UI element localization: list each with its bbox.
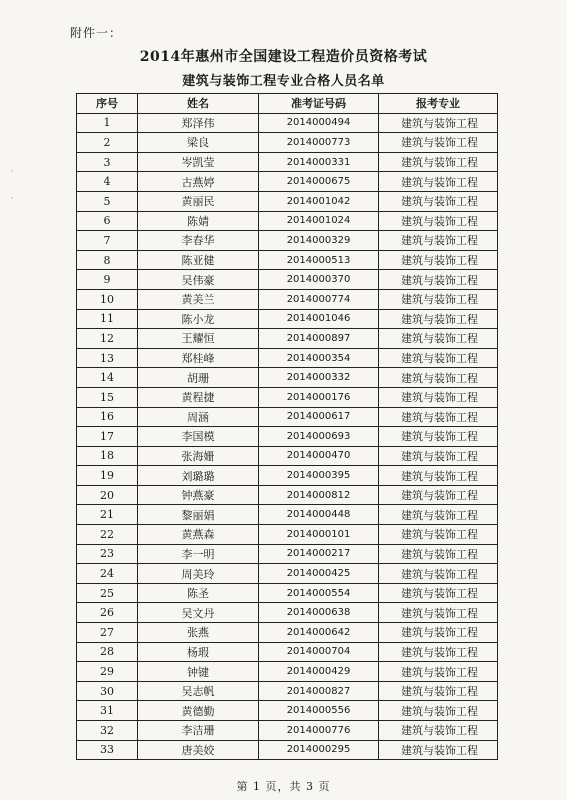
row-name: 杨瑕 <box>138 642 259 662</box>
row-exam-id: 2014000638 <box>259 603 379 623</box>
row-number: 25 <box>77 583 138 603</box>
row-name: 李一明 <box>138 544 259 564</box>
row-exam-id: 2014000776 <box>259 721 379 741</box>
row-specialty: 建筑与装饰工程 <box>379 525 498 545</box>
row-number: 9 <box>77 270 138 290</box>
table-row <box>77 642 498 662</box>
row-exam-id: 2014000217 <box>259 544 379 564</box>
table-row <box>77 231 498 251</box>
row-number: 6 <box>77 211 138 231</box>
table-row <box>77 662 498 682</box>
row-exam-id: 2014000827 <box>259 681 379 701</box>
row-specialty: 建筑与装饰工程 <box>379 368 498 388</box>
table-row <box>77 387 498 407</box>
row-exam-id: 2014000176 <box>259 387 379 407</box>
column-header-no: 序号 <box>77 94 138 114</box>
row-number: 7 <box>77 231 138 251</box>
row-number: 14 <box>77 368 138 388</box>
table-row <box>77 544 498 564</box>
table-row <box>77 250 498 270</box>
table-row <box>77 133 498 153</box>
row-number: 32 <box>77 721 138 741</box>
row-name: 郑泽伟 <box>138 113 259 133</box>
row-number: 28 <box>77 642 138 662</box>
row-name: 黄德勤 <box>138 701 259 721</box>
row-specialty: 建筑与装饰工程 <box>379 564 498 584</box>
row-specialty: 建筑与装饰工程 <box>379 172 498 192</box>
document-subtitle: 建筑与装饰工程专业合格人员名单 <box>182 74 385 89</box>
row-name: 刘璐璐 <box>138 466 259 486</box>
row-name: 黄丽民 <box>138 191 259 211</box>
row-specialty: 建筑与装饰工程 <box>379 407 498 427</box>
row-specialty: 建筑与装饰工程 <box>379 348 498 368</box>
row-number: 29 <box>77 662 138 682</box>
row-name: 古燕婷 <box>138 172 259 192</box>
table-row <box>77 270 498 290</box>
row-specialty: 建筑与装饰工程 <box>379 583 498 603</box>
row-exam-id: 2014000332 <box>259 368 379 388</box>
row-specialty: 建筑与装饰工程 <box>379 231 498 251</box>
row-name: 胡珊 <box>138 368 259 388</box>
row-exam-id: 2014000554 <box>259 583 379 603</box>
row-number: 4 <box>77 172 138 192</box>
row-number: 3 <box>77 152 138 172</box>
row-name: 黎丽娟 <box>138 505 259 525</box>
row-exam-id: 2014000331 <box>259 152 379 172</box>
row-name: 黄美兰 <box>138 289 259 309</box>
row-name: 陈婧 <box>138 211 259 231</box>
row-name: 吴伟豪 <box>138 270 259 290</box>
table-row <box>77 623 498 643</box>
table-row <box>77 289 498 309</box>
row-number: 16 <box>77 407 138 427</box>
table-row <box>77 309 498 329</box>
row-name: 周涵 <box>138 407 259 427</box>
row-name: 王耀恒 <box>138 329 259 349</box>
row-number: 15 <box>77 387 138 407</box>
row-exam-id: 2014000425 <box>259 564 379 584</box>
row-specialty: 建筑与装饰工程 <box>379 681 498 701</box>
scan-specks: ˙ ˙ <box>10 170 14 206</box>
row-number: 20 <box>77 485 138 505</box>
row-name: 吴志帆 <box>138 681 259 701</box>
row-exam-id: 2014000101 <box>259 525 379 545</box>
row-specialty: 建筑与装饰工程 <box>379 701 498 721</box>
table-row <box>77 329 498 349</box>
row-exam-id: 2014001042 <box>259 191 379 211</box>
row-number: 30 <box>77 681 138 701</box>
row-number: 12 <box>77 329 138 349</box>
row-specialty: 建筑与装饰工程 <box>379 387 498 407</box>
document-title: 2014年惠州市全国建设工程造价员资格考试 <box>139 49 428 65</box>
row-exam-id: 2014001046 <box>259 309 379 329</box>
row-specialty: 建筑与装饰工程 <box>379 133 498 153</box>
table-row <box>77 740 498 760</box>
row-name: 钟键 <box>138 662 259 682</box>
table-row <box>77 113 498 133</box>
row-exam-id: 2014000354 <box>259 348 379 368</box>
row-name: 梁良 <box>138 133 259 153</box>
row-number: 21 <box>77 505 138 525</box>
row-name: 陈圣 <box>138 583 259 603</box>
row-specialty: 建筑与装饰工程 <box>379 191 498 211</box>
attachment-label: 附件一： <box>70 26 123 40</box>
row-exam-id: 2014000642 <box>259 623 379 643</box>
row-specialty: 建筑与装饰工程 <box>379 152 498 172</box>
row-number: 22 <box>77 525 138 545</box>
row-number: 24 <box>77 564 138 584</box>
row-name: 黄程捷 <box>138 387 259 407</box>
row-exam-id: 2014000448 <box>259 505 379 525</box>
row-specialty: 建筑与装饰工程 <box>379 662 498 682</box>
row-specialty: 建筑与装饰工程 <box>379 250 498 270</box>
row-exam-id: 2014000295 <box>259 740 379 760</box>
row-specialty: 建筑与装饰工程 <box>379 642 498 662</box>
column-header-exam-id: 准考证号码 <box>259 94 379 114</box>
row-number: 19 <box>77 466 138 486</box>
row-number: 33 <box>77 740 138 760</box>
table-header-row <box>77 94 498 114</box>
table-row <box>77 466 498 486</box>
row-number: 31 <box>77 701 138 721</box>
row-name: 陈小龙 <box>138 309 259 329</box>
row-name: 陈亚健 <box>138 250 259 270</box>
row-number: 26 <box>77 603 138 623</box>
row-exam-id: 2014000773 <box>259 133 379 153</box>
row-exam-id: 2014000329 <box>259 231 379 251</box>
table-row <box>77 348 498 368</box>
row-exam-id: 2014000897 <box>259 329 379 349</box>
row-specialty: 建筑与装饰工程 <box>379 309 498 329</box>
row-specialty: 建筑与装饰工程 <box>379 427 498 447</box>
row-specialty: 建筑与装饰工程 <box>379 211 498 231</box>
table-row <box>77 427 498 447</box>
row-exam-id: 2014000370 <box>259 270 379 290</box>
row-exam-id: 2014000556 <box>259 701 379 721</box>
table-row <box>77 172 498 192</box>
row-specialty: 建筑与装饰工程 <box>379 270 498 290</box>
row-name: 黄燕森 <box>138 525 259 545</box>
table-row <box>77 603 498 623</box>
row-specialty: 建筑与装饰工程 <box>379 485 498 505</box>
table-body <box>77 113 498 760</box>
qualified-personnel-table <box>76 93 498 760</box>
row-specialty: 建筑与装饰工程 <box>379 544 498 564</box>
row-exam-id: 2014000494 <box>259 113 379 133</box>
row-specialty: 建筑与装饰工程 <box>379 329 498 349</box>
table-row <box>77 681 498 701</box>
row-number: 2 <box>77 133 138 153</box>
row-name: 张燕 <box>138 623 259 643</box>
column-header-name: 姓名 <box>138 94 259 114</box>
row-number: 8 <box>77 250 138 270</box>
row-specialty: 建筑与装饰工程 <box>379 721 498 741</box>
row-exam-id: 2014000617 <box>259 407 379 427</box>
column-header-specialty: 报考专业 <box>379 94 498 114</box>
table-row <box>77 583 498 603</box>
table-row <box>77 191 498 211</box>
table-row <box>77 485 498 505</box>
row-name: 岑凯莹 <box>138 152 259 172</box>
row-number: 11 <box>77 309 138 329</box>
row-number: 18 <box>77 446 138 466</box>
table-row <box>77 368 498 388</box>
row-specialty: 建筑与装饰工程 <box>379 446 498 466</box>
row-exam-id: 2014000812 <box>259 485 379 505</box>
row-exam-id: 2014000470 <box>259 446 379 466</box>
row-name: 李春华 <box>138 231 259 251</box>
row-name: 吴文丹 <box>138 603 259 623</box>
row-name: 郑桂峰 <box>138 348 259 368</box>
row-exam-id: 2014000704 <box>259 642 379 662</box>
row-exam-id: 2014000774 <box>259 289 379 309</box>
row-name: 唐美姣 <box>138 740 259 760</box>
row-exam-id: 2014000693 <box>259 427 379 447</box>
table-row <box>77 407 498 427</box>
row-number: 27 <box>77 623 138 643</box>
page-footer: 第 1 页，共 3 页 <box>236 780 331 793</box>
row-name: 李国模 <box>138 427 259 447</box>
row-specialty: 建筑与装饰工程 <box>379 740 498 760</box>
table-row <box>77 701 498 721</box>
row-specialty: 建筑与装饰工程 <box>379 603 498 623</box>
row-number: 13 <box>77 348 138 368</box>
row-exam-id: 2014000429 <box>259 662 379 682</box>
row-name: 李洁珊 <box>138 721 259 741</box>
row-number: 5 <box>77 191 138 211</box>
row-exam-id: 2014000395 <box>259 466 379 486</box>
row-number: 1 <box>77 113 138 133</box>
row-specialty: 建筑与装饰工程 <box>379 113 498 133</box>
table-row <box>77 211 498 231</box>
row-number: 10 <box>77 289 138 309</box>
row-name: 张海姗 <box>138 446 259 466</box>
row-specialty: 建筑与装饰工程 <box>379 466 498 486</box>
table-row <box>77 505 498 525</box>
table-row <box>77 564 498 584</box>
row-specialty: 建筑与装饰工程 <box>379 289 498 309</box>
table-row <box>77 446 498 466</box>
row-exam-id: 2014000513 <box>259 250 379 270</box>
row-specialty: 建筑与装饰工程 <box>379 623 498 643</box>
table-row <box>77 525 498 545</box>
row-name: 钟燕豪 <box>138 485 259 505</box>
table-row <box>77 152 498 172</box>
row-exam-id: 2014000675 <box>259 172 379 192</box>
row-name: 周美玲 <box>138 564 259 584</box>
row-number: 17 <box>77 427 138 447</box>
row-number: 23 <box>77 544 138 564</box>
row-specialty: 建筑与装饰工程 <box>379 505 498 525</box>
table-row <box>77 721 498 741</box>
row-exam-id: 2014001024 <box>259 211 379 231</box>
